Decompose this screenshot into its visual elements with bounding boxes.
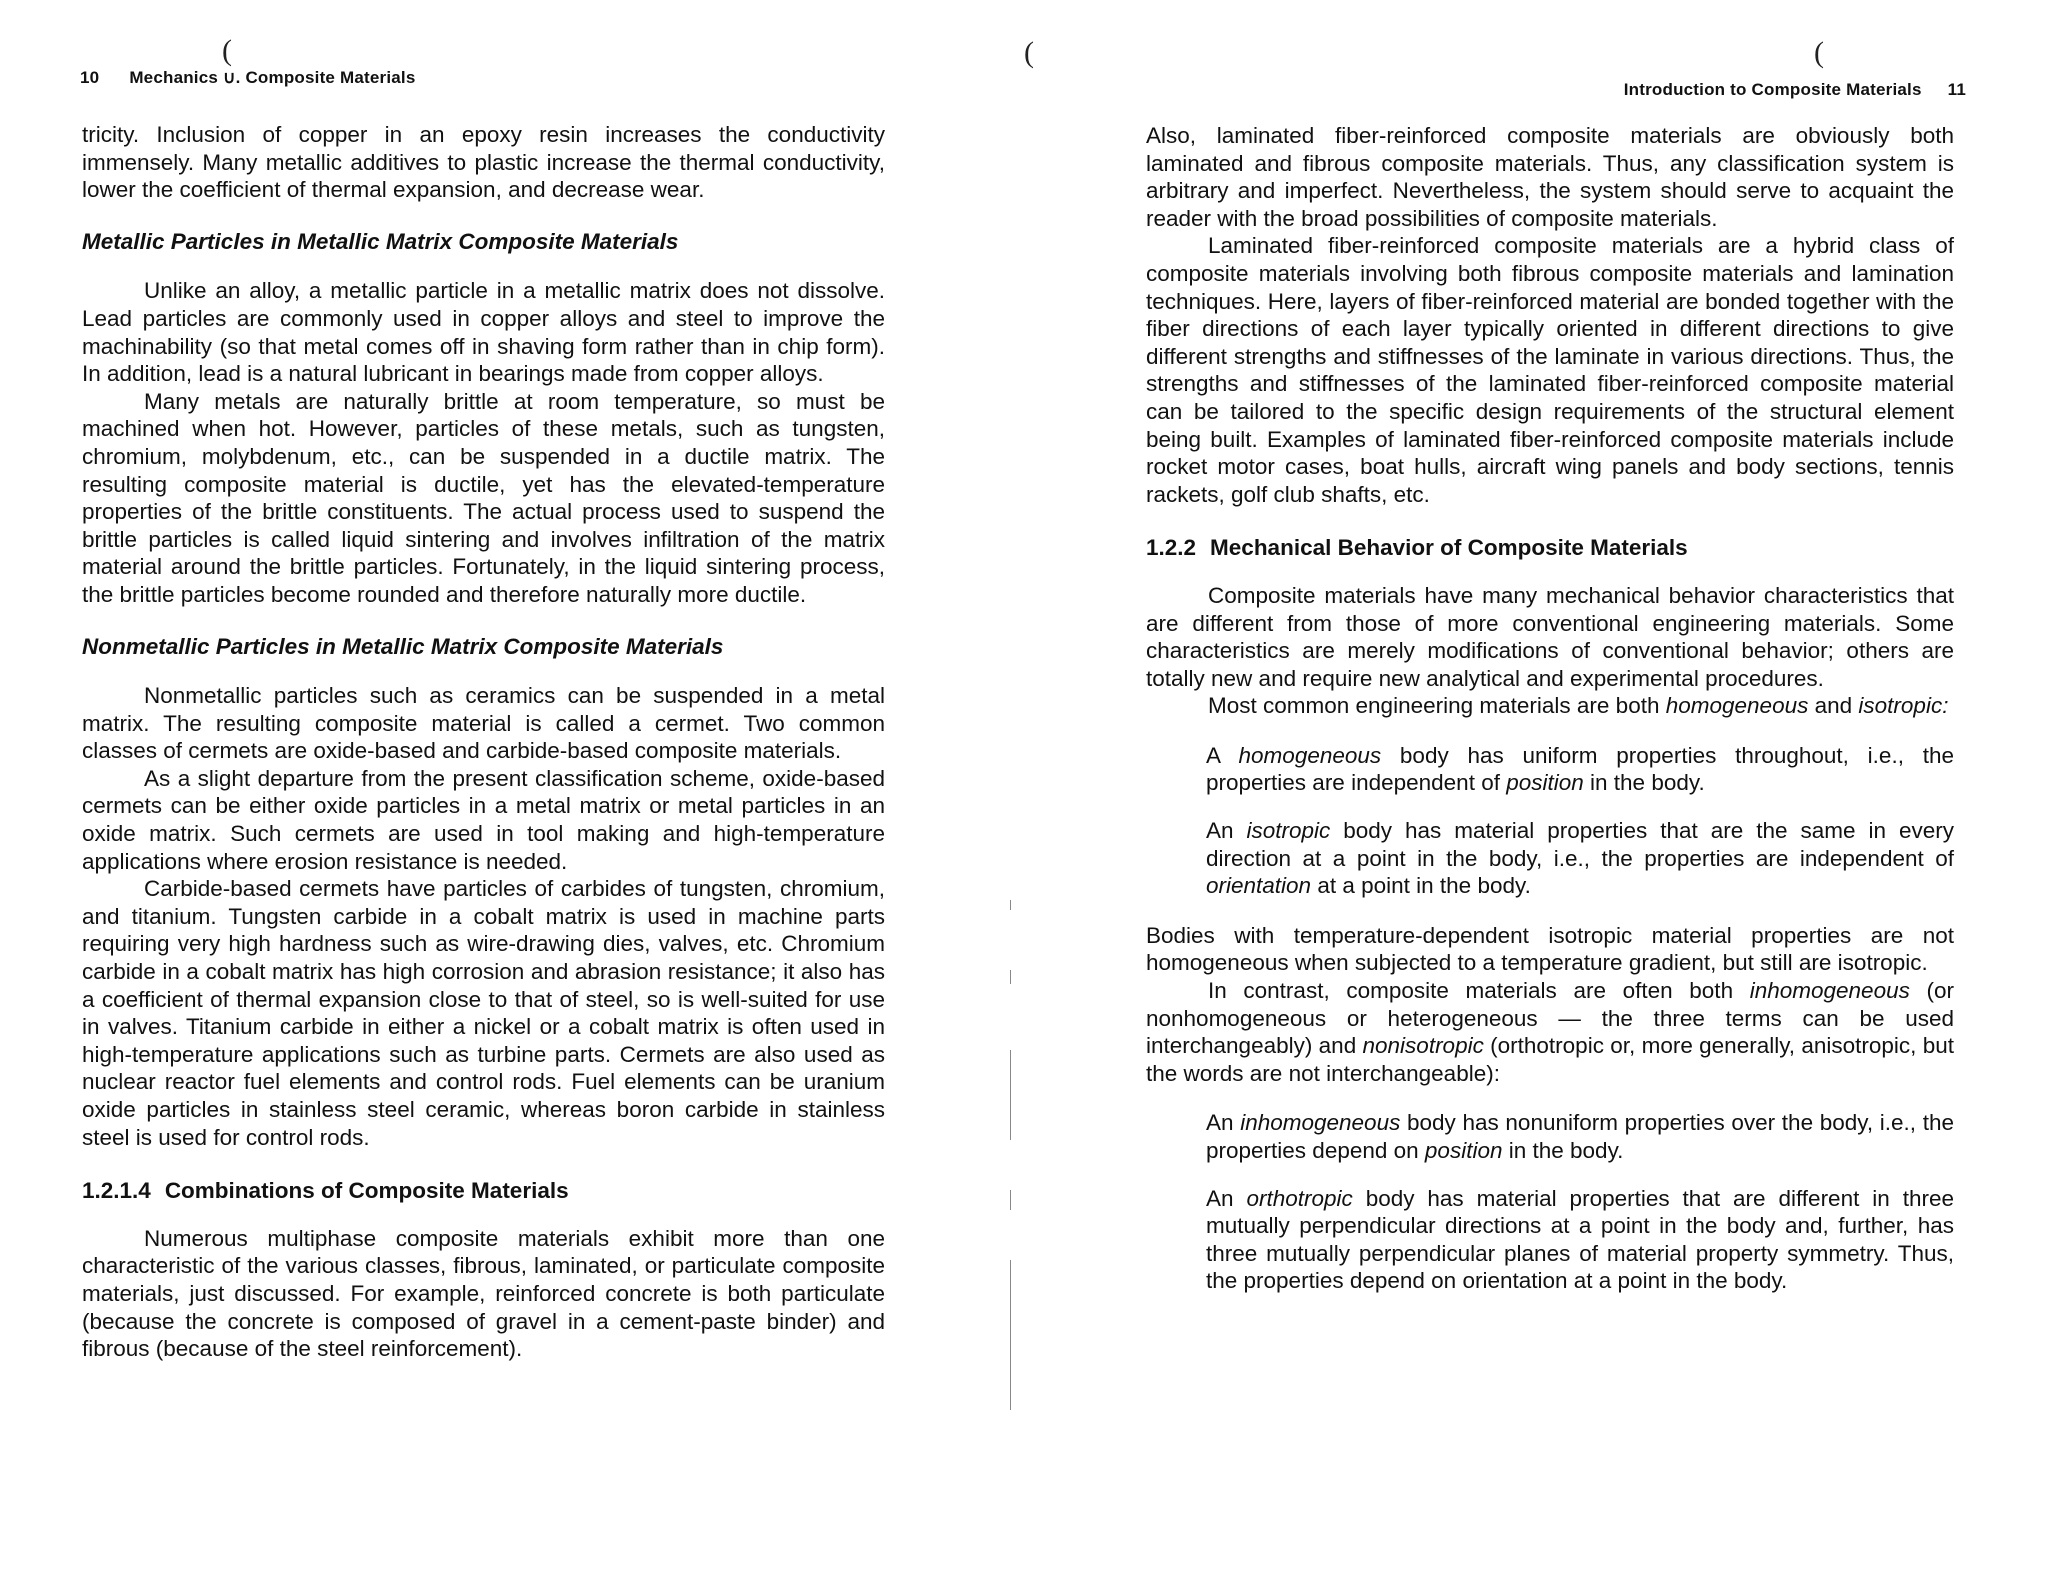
text-run: (or nonhomogeneous or heterogeneous — the three terms can be used interchangeably) and xyxy=(1146,978,1954,1059)
text-run: A xyxy=(1206,742,1239,768)
text-run: An xyxy=(1206,1110,1241,1136)
scan-paren-mark: ( xyxy=(1024,36,1034,69)
right-text-column xyxy=(1146,122,1954,1295)
gutter-tick xyxy=(1010,900,1011,910)
gutter-tick xyxy=(1010,1260,1011,1410)
emphasis-term: homogeneous xyxy=(1238,742,1382,768)
emphasis-term: inhomogeneous xyxy=(1240,1110,1401,1136)
gutter-scan-marks xyxy=(1010,900,1014,1530)
section-heading xyxy=(1146,534,1954,562)
paragraph: Numerous multiphase composite materials exhibit more than one characteristic of the various classes, fibrous, laminated, or particulate composite materials, just discussed. For example, reinforced concrete is both particulate (because the concrete is composed of gravel in a cement-paste binder) and fibrous (because of the steel reinforcement). xyxy=(82,1225,885,1362)
gutter-tick xyxy=(1010,970,1011,984)
section-title: Combinations of Composite Materials xyxy=(164,1178,569,1204)
paragraph: Unlike an alloy, a metallic particle in a metallic matrix does not dissolve. Lead particles are commonly used in copper alloys and steel to improve the machinability (so that metal comes off in shaving form rather than in chip form). In addition, lead is a natural lubricant in bearings made from copper alloys. xyxy=(82,278,885,387)
right-running-head-title: Introduction to Composite Materials xyxy=(1623,80,1922,99)
emphasis-term: homogeneous xyxy=(1665,693,1809,719)
text-run: In contrast, composite materials are often both xyxy=(1208,978,1750,1004)
left-page xyxy=(0,0,1010,1582)
definition-inhomogeneous xyxy=(1206,1109,1954,1164)
emphasis-term: position xyxy=(1506,770,1584,796)
paragraph: tricity. Inclusion of copper in an epoxy resin increases the conductivity immensely. Many metallic additives to plastic increase the thermal conductivity, lower the coefficient of thermal expansion, and decrease wear. xyxy=(82,122,885,203)
section-heading xyxy=(82,1177,885,1205)
left-text-column xyxy=(82,121,885,1363)
emphasis-term: isotropic: xyxy=(1858,693,1949,719)
subsection-heading: Metallic Particles in Metallic Matrix Composite Materials xyxy=(82,228,679,254)
text-run: body has nonuniform properties over the body, i.e., the properties depend on xyxy=(1206,1110,1954,1163)
paragraph: Nonmetallic particles such as ceramics can be suspended in a metal matrix. The resulting composite material is called a cermet. Two common classes of cermets are oxide-based and carbide-based composite materials. xyxy=(82,683,885,764)
emphasis-term: isotropic xyxy=(1246,818,1331,844)
paragraph: Carbide-based cermets have particles of carbides of tungsten, chromium, and titanium. Tungsten carbide in a cobalt matrix is used in machine parts requiring very high hardness such as wire-drawing dies, valves, etc. Chromium carbide in a cobalt matrix has high corrosion and abrasion resistance; it also has a coefficient of thermal expansion close to that of steel, so is well-suited for use in valves. Titanium carbide in either a nickel or a cobalt matrix is often used in high-temperature applications such as turbine parts. Cermets are also used as nuclear reactor fuel elements and control rods. Fuel elements can be uranium oxide particles in stainless steel ceramic, whereas boron carbide in stainless steel is used for control rods. xyxy=(82,876,885,1150)
left-running-head xyxy=(80,68,416,88)
scan-paren-mark: ( xyxy=(1814,36,1824,69)
right-page-number: 11 xyxy=(1947,80,1966,99)
paragraph xyxy=(1146,692,1954,720)
right-running-head xyxy=(1624,80,1966,100)
text-run: body has uniform properties throughout, i.e., the properties are independent of xyxy=(1206,742,1954,796)
gutter-tick xyxy=(1010,1190,1011,1210)
emphasis-term: position xyxy=(1424,1138,1503,1163)
text-run: body has material properties that are different in three mutually perpendicular directions at a point in the body and, further, has three mutually perpendicular planes of material property symmetry. Thus, the properties depend on orientation at a point in the body. xyxy=(1206,1185,1954,1294)
emphasis-term: nonisotropic xyxy=(1362,1033,1484,1059)
paragraph: Many metals are naturally brittle at room temperature, so must be machined when hot. However, particles of these metals, such as tungsten, chromium, molybdenum, etc., can be suspended in a ductile matrix. The resulting composite material is ductile, yet has the elevated-temperature properties of the brittle constituents. The actual process used to suspend the brittle particles is called liquid sintering and involves infiltration of the matrix material around the brittle particles. Fortunately, in the liquid sintering process, the brittle particles become rounded and therefore naturally more ductile. xyxy=(82,388,885,607)
emphasis-term: inhomogeneous xyxy=(1749,978,1910,1004)
definition-orthotropic xyxy=(1206,1185,1954,1295)
text-run: and xyxy=(1808,693,1859,719)
text-run: at a point in the body. xyxy=(1311,873,1531,899)
text-run: in the body. xyxy=(1502,1138,1624,1163)
subsection-heading: Nonmetallic Particles in Metallic Matrix Composite Materials xyxy=(82,633,724,659)
definition-homogeneous xyxy=(1206,742,1954,797)
paragraph: Bodies with temperature-dependent isotropic material properties are not homogeneous when subjected to a temperature gradient, but still are isotropic. xyxy=(1146,922,1954,976)
paragraph: Also, laminated fiber-reinforced composite materials are obviously both laminated and fibrous composite materials. Thus, any classification system is arbitrary and imperfect. Nevertheless, the system should serve to acquaint the reader with the broad possibilities of composite materials. xyxy=(1146,123,1954,231)
left-page-number: 10 xyxy=(80,68,100,87)
paragraph xyxy=(1146,977,1954,1087)
text-run: (orthotropic or, more generally, anisotropic, but the words are not interchangeable): xyxy=(1146,1033,1954,1086)
section-number: 1.2.2 xyxy=(1146,535,1197,561)
text-run: Most common engineering materials are both xyxy=(1208,693,1666,719)
section-title: Mechanical Behavior of Composite Materials xyxy=(1210,535,1688,561)
scan-paren-mark: ( xyxy=(222,34,232,67)
definition-isotropic xyxy=(1206,817,1954,900)
paragraph: As a slight departure from the present classification scheme, oxide-based cermets can be either oxide particles in a metal matrix or metal particles in an oxide matrix. Such cermets are used in tool making and high-temperature applications where erosion resistance is needed. xyxy=(82,765,885,874)
gutter-tick xyxy=(1010,1050,1011,1140)
paragraph: Laminated fiber-reinforced composite materials are a hybrid class of composite materials involving both fibrous composite materials and lamination techniques. Here, layers of fiber-reinforced material are bonded together with the fiber directions of each layer typically oriented in different directions to give different strengths and stiffnesses of the laminate in various directions. Thus, the strengths and stiffnesses of the laminated fiber-reinforced composite material can be tailored to the specific design requirements of the structural element being built. Examples of laminated fiber-reinforced composite materials include rocket motor cases, boat hulls, aircraft wing panels and body sections, tennis rackets, golf club shafts, etc. xyxy=(1146,233,1954,507)
text-run: An xyxy=(1206,1185,1247,1211)
paragraph: Composite materials have many mechanical behavior characteristics that are different from those of more conventional engineering materials. Some characteristics are merely modifications of conventional behavior; others are totally new and require new analytical and experimental procedures. xyxy=(1146,582,1954,691)
section-number: 1.2.1.4 xyxy=(82,1178,151,1204)
text-run: in the body. xyxy=(1583,770,1705,796)
left-running-head-title: Mechanics ∪. Composite Materials xyxy=(129,68,416,87)
text-run: body has material properties that are the same in every direction at a point in the body, i.e., the properties are independent of xyxy=(1206,818,1954,871)
emphasis-term: orthotropic xyxy=(1246,1185,1353,1211)
text-run: An xyxy=(1206,818,1247,844)
emphasis-term: orientation xyxy=(1206,873,1312,899)
